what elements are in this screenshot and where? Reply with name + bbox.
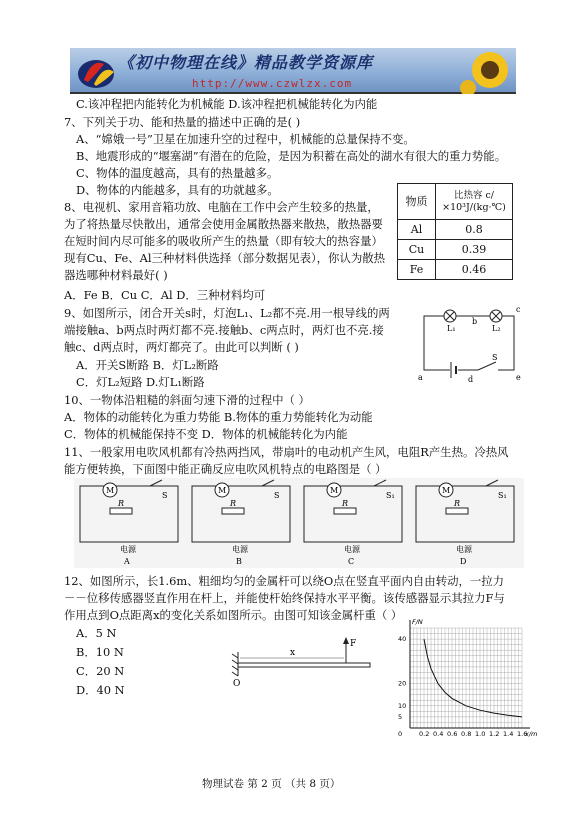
force-distance-chart — [390, 610, 540, 746]
x-tick-label: 1.0 — [475, 730, 486, 738]
metal-rod — [238, 663, 370, 667]
q6-options-cd: C.该冲程把内能转化为机械能 D.该冲程把机械能转化为内能 — [76, 97, 378, 111]
q7-option-d: D、物体的内能越多，具有的功就越多。 — [76, 183, 279, 197]
sunflower-icon — [460, 48, 516, 94]
table-row: Al 0.8 — [398, 220, 513, 240]
x-tick-label: 0 — [398, 730, 403, 738]
motor-label: M — [442, 486, 451, 495]
table-row: Fe 0.46 — [398, 260, 513, 280]
question-12-line1: 12、如图所示，长1.6m、粗细均匀的金属杆可以绕O点在竖直平面内自由转动，一拉力 — [64, 574, 505, 588]
q8-options: A．Fe B．Cu C．Al D．三种材料均可 — [64, 288, 266, 302]
q12-option-c: C．20 N — [76, 664, 125, 678]
question-7: 7、下列关于功、能和热量的描述中正确的是( ) — [64, 115, 301, 129]
table-row: Cu 0.39 — [398, 240, 513, 260]
label-l2: L₂ — [492, 324, 501, 333]
x-tick-label: 1.6 — [517, 730, 528, 738]
power-label: 电源 — [344, 545, 360, 554]
q12-option-a: A．5 N — [76, 626, 117, 640]
lamp-l1-icon — [444, 310, 456, 322]
motor-label: M — [330, 486, 339, 495]
motor-label: M — [218, 486, 227, 495]
resistor-label: R — [454, 499, 461, 508]
q11-circuit-options — [74, 478, 524, 568]
circuit-letter: D — [460, 557, 467, 566]
label-a: a — [418, 373, 423, 382]
q12-option-b: B．10 N — [76, 645, 124, 659]
resistor-icon — [446, 508, 468, 514]
x-axis-label: x/m — [525, 730, 538, 738]
power-label: 电源 — [120, 545, 136, 554]
switch-label: S₁ — [386, 491, 395, 500]
y-axis-label: F/N — [412, 618, 423, 626]
question-12-line3: 作用点到O点距离x的变化关系如图所示。由图可知该金属杆重（ ） — [64, 608, 403, 622]
question-9-line3: 触c、d两点时，两灯都亮了。由此可以判断 ( ) — [64, 340, 299, 354]
header-url: http://www.czwlzx.com — [192, 77, 353, 90]
circuit-letter: B — [236, 557, 242, 566]
label-l1: L₁ — [447, 324, 456, 333]
label-force: F — [350, 639, 357, 649]
table-header-substance: 物质 — [398, 184, 436, 220]
lamp-l2-icon — [490, 310, 502, 322]
resistor-label: R — [118, 499, 125, 508]
question-8-line1: 8、电视机、家用音箱功放、电脑在工作中会产生较多的热量， — [64, 200, 379, 214]
q10-options-ab: A．物体的动能转化为重力势能 B.物体的重力势能转化为动能 — [64, 410, 373, 424]
switch-label: S₁ — [498, 491, 507, 500]
question-11-line1: 11、一般家用电吹风机都有冷热两挡风，带扇叶的电动机产生风，电阻R产生热。冷热风 — [64, 445, 509, 459]
label-pivot: O — [233, 679, 241, 689]
switch-label: S — [162, 491, 168, 500]
battery-icon — [450, 362, 458, 378]
resistor-icon — [110, 508, 132, 514]
question-11-line2: 能方便转换，下面图中能正确反应电吹风机特点的电路图是（ ） — [64, 462, 387, 476]
label-d: d — [468, 375, 474, 384]
x-tick-label: 1.2 — [489, 730, 500, 738]
q7-option-c: C、物体的温度越高，具有的热量越多。 — [76, 166, 279, 180]
question-9-line2: 端接触a、b两点时两灯都不亮.接触b、c两点时，两灯也不亮.接 — [64, 323, 384, 337]
circuit-letter: A — [124, 557, 130, 566]
question-10: 10、一物体沿粗糙的斜面匀速下滑的过程中（ ） — [64, 393, 310, 407]
label-b: b — [472, 317, 478, 326]
q10-options-cd: C．物体的机械能保持不变 D．物体的机械能转化为内能 — [64, 427, 348, 441]
label-s: S — [492, 353, 498, 362]
q7-option-b: B、地震形成的“堰塞湖”有潜在的危险，是因为积蓄在高处的湖水有很大的重力势能。 — [76, 149, 507, 163]
pivot-wall-icon — [232, 652, 238, 676]
x-tick-label: 0.6 — [447, 730, 458, 738]
resistor-label: R — [230, 499, 237, 508]
resistor-label: R — [342, 499, 349, 508]
power-label: 电源 — [232, 545, 248, 554]
y-tick-label: 20 — [398, 679, 407, 688]
label-c: c — [516, 305, 521, 314]
switch-s-icon — [478, 362, 498, 376]
q9-circuit-diagram — [414, 298, 524, 384]
circuit-letter: C — [348, 557, 355, 566]
q9-options-ab: A．开关S断路 B．灯L₂断路 — [76, 358, 219, 372]
question-8-line4: 现有Cu、Fe、Al三种材料供选择（部分数据见表），你认为散热 — [64, 251, 386, 265]
y-tick-label: 10 — [398, 701, 407, 710]
table-header-heat: 比热容 c/×10³J/(kg·℃) — [436, 184, 513, 220]
question-8-line3: 在短时间内尽可能多的吸收所产生的热量（即有较大的热容量） — [64, 234, 383, 248]
x-tick-label: 0.4 — [433, 730, 444, 738]
logo-icon — [74, 50, 118, 92]
page-footer: 物理试卷 第 2 页 （共 8 页） — [202, 778, 341, 790]
header-title: 《初中物理在线》精品教学资源库 — [118, 53, 374, 72]
question-12-line2: －－位移传感器竖直作用在杆上，并能使杆始终保持水平平衡。该传感器显示其拉力F与 — [64, 591, 505, 605]
question-9-line1: 9、如图所示，闭合开关s时，灯泡L₁、L₂都不亮.用一根导线的两 — [64, 306, 390, 320]
x-tick-label: 0.8 — [461, 730, 472, 738]
question-8-line5: 器选哪种材料最好( ) — [64, 268, 168, 282]
q12-lever-diagram — [230, 632, 380, 692]
y-tick-label: 40 — [398, 635, 407, 644]
switch-label: S — [274, 491, 280, 500]
resistor-icon — [222, 508, 244, 514]
label-x: x — [290, 648, 296, 658]
x-tick-label: 0.2 — [419, 730, 430, 738]
specific-heat-table — [397, 183, 513, 280]
x-tick-label: 1.4 — [503, 730, 514, 738]
label-e: e — [516, 373, 521, 382]
motor-label: M — [106, 486, 115, 495]
y-tick-label: 5 — [398, 712, 403, 721]
question-8-line2: 为了将热量尽快散出，通常会使用金属散热器来散热，散热器要 — [64, 217, 383, 231]
q9-options-cd: C．灯L₂短路 D.灯L₁断路 — [76, 375, 205, 389]
resistor-icon — [334, 508, 356, 514]
power-label: 电源 — [456, 545, 472, 554]
q7-option-a: A、“嫦娥一号”卫星在加速升空的过程中，机械能的总量保持不变。 — [76, 132, 415, 146]
q12-option-d: D．40 N — [76, 683, 125, 697]
